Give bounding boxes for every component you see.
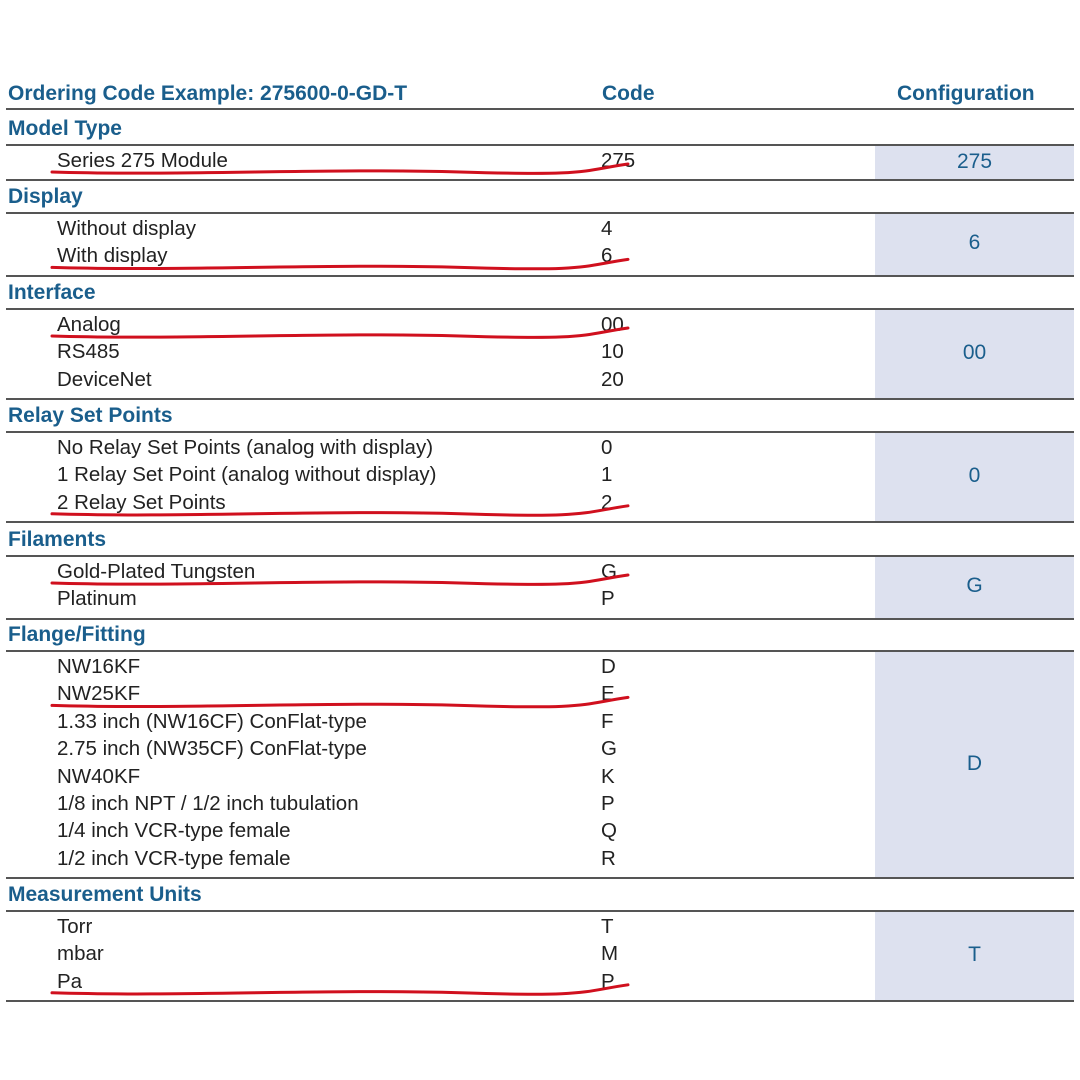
option-label: 2 Relay Set Points: [57, 490, 226, 514]
option-label: Gold-Plated Tungsten: [57, 560, 256, 583]
header-rule: [6, 108, 1074, 110]
option-code: P: [601, 969, 615, 993]
option-label: Analog: [57, 313, 121, 336]
section-bottom-rule: [6, 275, 1074, 277]
section-title-model-type: Model Type: [8, 117, 122, 140]
configuration-value-model-type: 275: [956, 149, 993, 173]
option-label: NW16KF: [57, 655, 141, 678]
option-code: T: [601, 915, 614, 938]
section-bottom-rule: [6, 179, 1074, 181]
option-code: 6: [601, 244, 613, 268]
configuration-value-filaments: G: [966, 574, 983, 598]
option-label: Torr: [57, 915, 93, 938]
option-code: P: [601, 587, 615, 611]
option-label: mbar: [57, 942, 104, 966]
section-bottom-rule: [6, 877, 1074, 879]
option-label: No Relay Set Points (analog with display): [57, 436, 434, 459]
option-label: NW25KF: [57, 682, 141, 706]
section-title-relay-set-points: Relay Set Points: [8, 404, 173, 427]
option-code: 4: [601, 217, 613, 240]
section-bottom-rule: [6, 398, 1074, 400]
option-code: 20: [601, 367, 624, 391]
option-label: DeviceNet: [57, 367, 152, 391]
option-label: Pa: [57, 969, 83, 993]
option-code: F: [601, 709, 614, 733]
option-code: G: [601, 560, 617, 583]
option-code: E: [601, 682, 615, 706]
option-code: K: [601, 764, 615, 788]
option-label: Without display: [57, 217, 197, 240]
section-bottom-rule: [6, 521, 1074, 523]
section-title-filaments: Filaments: [8, 528, 107, 551]
configuration-value-flange-fitting: D: [966, 751, 983, 775]
option-code: P: [601, 792, 615, 815]
option-label: NW40KF: [57, 764, 141, 788]
option-label: 1/4 inch VCR-type female: [57, 819, 291, 843]
section-title-interface: Interface: [8, 281, 96, 304]
configuration-value-measurement-units: T: [968, 943, 981, 967]
code-column-header: Code: [602, 82, 655, 105]
option-code: 0: [601, 436, 613, 459]
section-title-flange-fitting: Flange/Fitting: [8, 623, 146, 646]
option-code: 00: [601, 313, 624, 336]
configuration-value-relay-set-points: 0: [968, 464, 981, 488]
option-code: G: [601, 737, 617, 761]
option-code: M: [601, 942, 619, 966]
option-label: RS485: [57, 340, 120, 364]
configuration-value-display: 6: [968, 231, 981, 255]
option-label: Platinum: [57, 587, 137, 611]
option-code: 1: [601, 463, 613, 487]
option-label: 1 Relay Set Point (analog without display): [57, 463, 437, 487]
option-label: Series 275 Module: [57, 149, 228, 172]
section-title-display: Display: [8, 185, 83, 208]
option-label: 1/8 inch NPT / 1/2 inch tubulation: [57, 792, 359, 815]
option-code: 10: [601, 340, 624, 364]
section-bottom-rule: [6, 618, 1074, 620]
option-code: 275: [601, 149, 636, 172]
table-title: Ordering Code Example: 275600-0-GD-T: [8, 82, 408, 105]
configuration-value-interface: 00: [962, 341, 987, 365]
option-code: Q: [601, 819, 617, 843]
option-label: With display: [57, 244, 168, 268]
configuration-column-header: Configuration: [897, 82, 1035, 105]
section-title-measurement-units: Measurement Units: [8, 883, 202, 906]
option-label: 2.75 inch (NW35CF) ConFlat-type: [57, 737, 367, 761]
option-label: 1.33 inch (NW16CF) ConFlat-type: [57, 709, 367, 733]
red-underline-measurement-units: [52, 985, 628, 994]
red-underline-interface: [52, 328, 628, 337]
option-code: R: [601, 846, 616, 870]
option-code: D: [601, 655, 616, 678]
option-label: 1/2 inch VCR-type female: [57, 846, 291, 870]
option-code: 2: [601, 490, 613, 514]
section-bottom-rule: [6, 1000, 1074, 1002]
